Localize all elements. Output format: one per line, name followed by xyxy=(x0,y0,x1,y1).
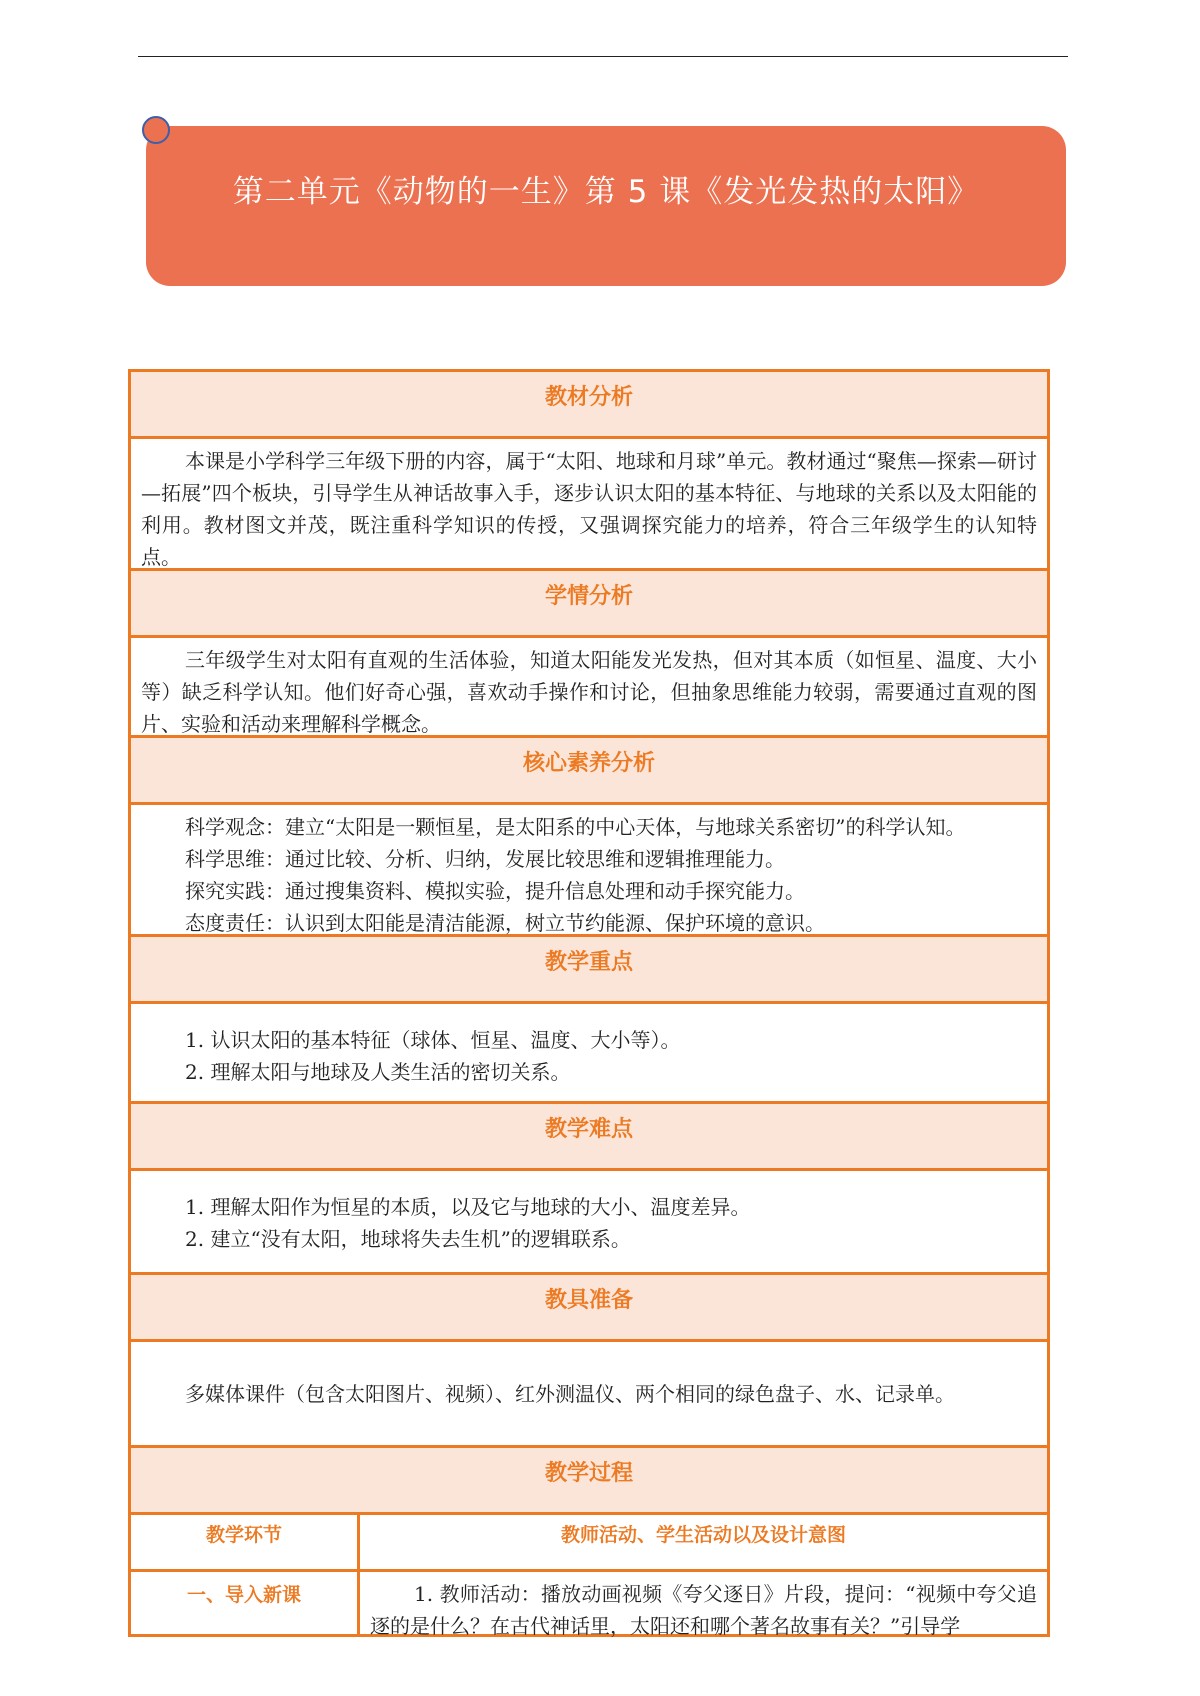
activity-column-header: 教师活动、学生活动以及设计意图 xyxy=(560,1524,846,1546)
process-column-headers xyxy=(131,1515,1047,1572)
literacy-line: 科学观念：建立“太阳是一颗恒星，是太阳系的中心天体，与地球关系密切”的科学认知。 xyxy=(185,815,966,839)
header-rule xyxy=(138,56,1068,57)
section-body-difficulties xyxy=(131,1171,1047,1275)
page-title: 第二单元《动物的一生》第 5 课《发光发热的太阳》 xyxy=(232,174,980,210)
section-body-students xyxy=(131,638,1047,738)
lesson-plan-table xyxy=(128,369,1050,1637)
material-text: 本课是小学科学三年级下册的内容，属于“太阳、地球和月球”单元。教材通过“聚焦—探索—研讨—拓展”四个板块，引导学生从神话故事入手，逐步认识太阳的基本特征、与地球的关系以及太阳能的利用。教材图文并茂，既注重科学知识的传授，又强调探究能力的培养，符合三年级学生的认知特点。 xyxy=(141,449,1037,569)
section-heading-literacy: 核心素养分析 xyxy=(131,738,1047,805)
process-stage: 一、导入新课 xyxy=(131,1572,360,1634)
section-body-material xyxy=(131,439,1047,571)
difficulty-line: 1. 理解太阳作为恒星的本质，以及它与地球的大小、温度差异。 xyxy=(185,1195,751,1219)
section-body-key-points xyxy=(131,1004,1047,1104)
literacy-line: 科学思维：通过比较、分析、归纳，发展比较思维和逻辑推理能力。 xyxy=(185,847,785,871)
section-body-literacy xyxy=(131,805,1047,937)
section-heading-students: 学情分析 xyxy=(131,571,1047,638)
section-body-materials-prep xyxy=(131,1342,1047,1448)
section-heading-material: 教材分析 xyxy=(131,372,1047,439)
section-heading-process: 教学过程 xyxy=(131,1448,1047,1515)
materials-prep-text: 多媒体课件（包含太阳图片、视频）、红外测温仪、两个相同的绿色盘子、水、记录单。 xyxy=(185,1382,955,1406)
banner-dot-icon xyxy=(142,116,170,144)
section-heading-difficulties: 教学难点 xyxy=(131,1104,1047,1171)
literacy-line: 探究实践：通过搜集资料、模拟实验，提升信息处理和动手探究能力。 xyxy=(185,879,805,903)
process-row xyxy=(131,1572,1047,1638)
literacy-line: 态度责任：认识到太阳能是清洁能源，树立节约能源、保护环境的意识。 xyxy=(185,911,825,935)
stage-column-header: 教学环节 xyxy=(131,1515,360,1569)
key-point-line: 1. 认识太阳的基本特征（球体、恒星、温度、大小等）。 xyxy=(185,1028,681,1052)
key-point-line: 2. 理解太阳与地球及人类生活的密切关系。 xyxy=(185,1060,571,1084)
difficulty-line: 2. 建立“没有太阳，地球将失去生机”的逻辑联系。 xyxy=(185,1227,631,1251)
section-heading-materials-prep: 教具准备 xyxy=(131,1275,1047,1342)
section-heading-key-points: 教学重点 xyxy=(131,937,1047,1004)
students-text: 三年级学生对太阳有直观的生活体验，知道太阳能发光发热，但对其本质（如恒星、温度、大小等）缺乏科学认知。他们好奇心强，喜欢动手操作和讨论，但抽象思维能力较弱，需要通过直观的图片、实验和活动来理解科学概念。 xyxy=(141,648,1037,736)
process-activity: 1. 教师活动：播放动画视频《夸父逐日》片段，提问：“视频中夸父追逐的是什么？在古代神话里，太阳还和哪个著名故事有关？”引导学 xyxy=(370,1582,1037,1638)
